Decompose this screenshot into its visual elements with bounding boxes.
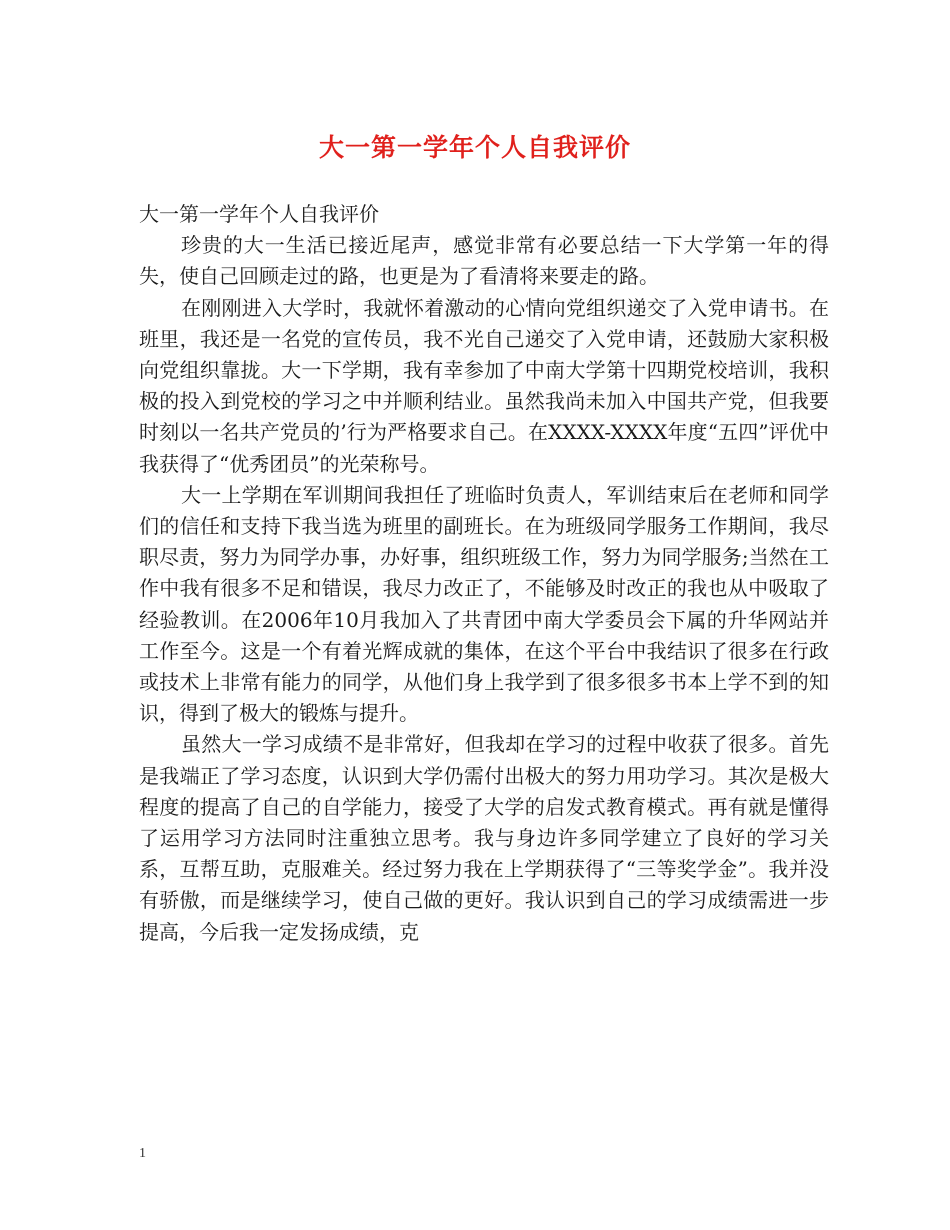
document-subtitle: 大一第一学年个人自我评价 xyxy=(139,202,379,226)
document-body xyxy=(139,199,829,948)
paragraph-4: 虽然大一学习成绩不是非常好，但我却在学习的过程中收获了很多。首先是我端正了学习态度，认识到大学仍需付出极大的努力用功学习。其次是极大程度的提高了自己的自学能力，接受了大学的启发式教育模式。再有就是懂得了运用学习方法同时注重独立思考。我与身边许多同学建立了良好的学习关系，互帮互助，克服难关。经过努力我在上学期获得了“三等奖学金”。我并没有骄傲，而是继续学习，使自己做的更好。我认识到自己的学习成绩需进一步提高，今后我一定发扬成绩，克 xyxy=(139,732,829,944)
paragraph-3: 大一上学期在军训期间我担任了班临时负责人，军训结束后在老师和同学们的信任和支持下我当选为班里的副班长。在为班级同学服务工作期间，我尽职尽责，努力为同学办事，办好事，组织班级工作，努力为同学服务;当然在工作中我有很多不足和错误，我尽力改正了，不能够及时改正的我也从中吸取了经验教训。在2006年10月我加入了共青团中南大学委员会下属的升华网站并工作至今。这是一个有着光辉成就的集体，在这个平台中我结识了很多在行政或技术上非常有能力的同学，从他们身上我学到了很多很多书本上学不到的知识，得到了极大的锻炼与提升。 xyxy=(139,482,829,726)
document-title: 大一第一学年个人自我评价 xyxy=(318,133,631,162)
paragraph-1: 珍贵的大一生活已接近尾声，感觉非常有必要总结一下大学第一年的得失，使自己回顾走过的路，也更是为了看清将来要走的路。 xyxy=(139,233,829,289)
page-number: 1 xyxy=(139,1146,146,1161)
paragraph-2: 在刚刚进入大学时，我就怀着激动的心情向党组织递交了入党申请书。在班里，我还是一名党的宣传员，我不光自己递交了入党申请，还鼓励大家积极向党组织靠拢。大一下学期，我有幸参加了中南大学第十四期党校培训，我积极的投入到党校的学习之中并顺利结业。虽然我尚未加入中国共产党，但我要时刻以一名共产党员的’行为严格要求自己。在XXXX-XXXX年度“五四”评优中我获得了“优秀团员”的光荣称号。 xyxy=(139,295,829,476)
